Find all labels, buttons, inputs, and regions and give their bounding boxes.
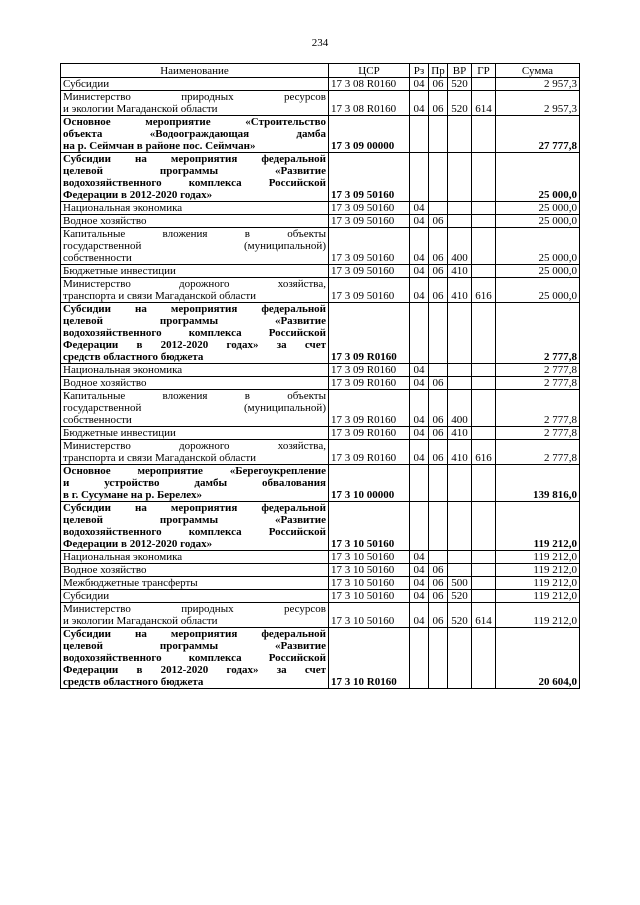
row-pr: 06	[429, 278, 448, 303]
row-vr: 520	[448, 91, 472, 116]
row-rz: 04	[410, 278, 429, 303]
row-name	[61, 603, 329, 628]
header-sum: Сумма	[496, 64, 580, 78]
row-gr	[472, 303, 496, 364]
row-gr	[472, 577, 496, 590]
row-sum: 119 212,0	[496, 551, 580, 564]
row-pr	[429, 628, 448, 689]
row-name-line: Субсидии	[63, 78, 110, 90]
row-sum: 25 000,0	[496, 278, 580, 303]
row-name-line: транспорта и связи Магаданской области	[63, 290, 257, 302]
row-gr: 614	[472, 91, 496, 116]
row-gr	[472, 465, 496, 502]
row-pr: 06	[429, 91, 448, 116]
row-name	[61, 265, 329, 278]
row-rz: 04	[410, 265, 429, 278]
row-csr: 17 3 10 50160	[329, 564, 410, 577]
row-gr	[472, 78, 496, 91]
row-name	[61, 628, 329, 689]
row-gr	[472, 427, 496, 440]
row-name-line: на р. Сеймчан в районе пос. Сеймчан»	[63, 140, 256, 152]
row-name-line: Субсидии на мероприятия федеральной	[63, 303, 326, 315]
row-rz: 04	[410, 590, 429, 603]
row-csr: 17 3 10 50160	[329, 590, 410, 603]
row-vr: 410	[448, 278, 472, 303]
row-csr: 17 3 09 50160	[329, 228, 410, 265]
row-csr: 17 3 09 50160	[329, 265, 410, 278]
row-rz	[410, 303, 429, 364]
row-sum: 2 957,3	[496, 78, 580, 91]
row-name-line: и экологии Магаданской области	[63, 103, 218, 115]
table-row	[61, 116, 580, 153]
row-vr	[448, 502, 472, 551]
row-vr	[448, 465, 472, 502]
row-gr	[472, 377, 496, 390]
row-name-line: целевой программы «Развитие	[63, 514, 326, 526]
row-rz: 04	[410, 577, 429, 590]
row-vr	[448, 153, 472, 202]
row-name	[61, 116, 329, 153]
header-rz: Рз	[410, 64, 429, 78]
row-sum: 2 957,3	[496, 91, 580, 116]
row-rz: 04	[410, 603, 429, 628]
header-gr: ГР	[472, 64, 496, 78]
row-gr: 616	[472, 440, 496, 465]
row-pr: 06	[429, 78, 448, 91]
row-gr	[472, 551, 496, 564]
row-rz: 04	[410, 202, 429, 215]
table-row	[61, 215, 580, 228]
row-gr: 614	[472, 603, 496, 628]
row-csr: 17 3 10 00000	[329, 465, 410, 502]
row-vr: 520	[448, 590, 472, 603]
header-vr: ВР	[448, 64, 472, 78]
row-name-line: Министерство природных ресурсов	[63, 603, 326, 615]
row-name	[61, 390, 329, 427]
row-pr	[429, 116, 448, 153]
row-gr	[472, 502, 496, 551]
row-vr: 410	[448, 440, 472, 465]
row-vr	[448, 215, 472, 228]
row-vr: 520	[448, 603, 472, 628]
row-name	[61, 78, 329, 91]
row-pr	[429, 465, 448, 502]
row-name-line: водохозяйственного комплекса Российской	[63, 526, 326, 538]
row-vr	[448, 564, 472, 577]
row-gr: 616	[472, 278, 496, 303]
row-gr	[472, 390, 496, 427]
row-name-line: Федерации в 2012-2020 годах»	[63, 538, 213, 550]
row-name	[61, 590, 329, 603]
row-name-line: собственности	[63, 414, 132, 426]
row-sum: 25 000,0	[496, 228, 580, 265]
row-vr	[448, 377, 472, 390]
row-rz	[410, 465, 429, 502]
row-rz: 04	[410, 228, 429, 265]
table-row	[61, 228, 580, 265]
row-sum: 2 777,8	[496, 377, 580, 390]
table-row	[61, 427, 580, 440]
row-name-line: и экологии Магаданской области	[63, 615, 218, 627]
header-name: Наименование	[61, 64, 329, 78]
row-csr: 17 3 10 50160	[329, 551, 410, 564]
table-row	[61, 390, 580, 427]
row-pr: 06	[429, 390, 448, 427]
row-sum: 25 000,0	[496, 153, 580, 202]
row-pr: 06	[429, 590, 448, 603]
header-pr: Пр	[429, 64, 448, 78]
row-rz: 04	[410, 440, 429, 465]
row-rz	[410, 116, 429, 153]
row-pr	[429, 551, 448, 564]
row-csr: 17 3 09 00000	[329, 116, 410, 153]
row-sum: 2 777,8	[496, 440, 580, 465]
table-row	[61, 265, 580, 278]
row-pr: 06	[429, 427, 448, 440]
row-name-line: транспорта и связи Магаданской области	[63, 452, 257, 464]
row-pr: 06	[429, 440, 448, 465]
row-sum: 119 212,0	[496, 564, 580, 577]
table-row	[61, 465, 580, 502]
row-sum: 119 212,0	[496, 577, 580, 590]
row-name	[61, 377, 329, 390]
table-row	[61, 364, 580, 377]
row-name-line: Основное мероприятие «Строительство	[63, 116, 326, 128]
row-name	[61, 202, 329, 215]
row-name-line: объекта «Водоограждающая дамба	[63, 128, 326, 140]
row-name-line: водохозяйственного комплекса Российской	[63, 177, 326, 189]
row-name-line: Водное хозяйство	[63, 215, 147, 227]
row-gr	[472, 153, 496, 202]
row-sum: 25 000,0	[496, 215, 580, 228]
row-gr	[472, 590, 496, 603]
row-name-line: Субсидии на мероприятия федеральной	[63, 502, 326, 514]
row-gr	[472, 265, 496, 278]
row-name-line: целевой программы «Развитие	[63, 640, 326, 652]
row-name	[61, 91, 329, 116]
row-sum: 2 777,8	[496, 390, 580, 427]
table-row	[61, 551, 580, 564]
row-rz: 04	[410, 551, 429, 564]
row-gr	[472, 215, 496, 228]
row-name-line: средств областного бюджета	[63, 351, 204, 363]
row-name-line: Капитальные вложения в объекты	[63, 228, 326, 240]
row-name	[61, 440, 329, 465]
row-vr: 410	[448, 265, 472, 278]
table-row	[61, 440, 580, 465]
table-row	[61, 590, 580, 603]
table-row	[61, 153, 580, 202]
table-row	[61, 603, 580, 628]
row-csr: 17 3 10 50160	[329, 603, 410, 628]
row-pr	[429, 502, 448, 551]
row-name	[61, 577, 329, 590]
row-csr: 17 3 10 R0160	[329, 628, 410, 689]
row-csr: 17 3 09 50160	[329, 215, 410, 228]
row-name-line: и устройство дамбы обвалования	[63, 477, 326, 489]
row-name	[61, 303, 329, 364]
row-name-line: Национальная экономика	[63, 202, 183, 214]
row-name	[61, 364, 329, 377]
table-row	[61, 278, 580, 303]
row-rz: 04	[410, 78, 429, 91]
row-pr: 06	[429, 228, 448, 265]
row-sum: 119 212,0	[496, 603, 580, 628]
row-name	[61, 153, 329, 202]
row-vr: 500	[448, 577, 472, 590]
row-rz: 04	[410, 364, 429, 377]
row-rz	[410, 502, 429, 551]
row-pr	[429, 303, 448, 364]
row-name-line: государственной (муниципальной)	[63, 240, 326, 252]
row-csr: 17 3 08 R0160	[329, 91, 410, 116]
table-row	[61, 91, 580, 116]
row-sum: 2 777,8	[496, 303, 580, 364]
row-name-line: Национальная экономика	[63, 364, 183, 376]
row-rz: 04	[410, 390, 429, 427]
row-rz: 04	[410, 91, 429, 116]
row-name	[61, 564, 329, 577]
table-row	[61, 628, 580, 689]
row-vr	[448, 303, 472, 364]
row-csr: 17 3 09 R0160	[329, 377, 410, 390]
row-name-line: водохозяйственного комплекса Российской	[63, 327, 326, 339]
row-name-line: Федерации в 2012-2020 годах»	[63, 189, 213, 201]
row-name-line: в г. Сусумане на р. Берелех»	[63, 489, 202, 501]
row-csr: 17 3 09 50160	[329, 278, 410, 303]
row-csr: 17 3 09 R0160	[329, 390, 410, 427]
row-pr	[429, 364, 448, 377]
row-pr: 06	[429, 577, 448, 590]
row-name-line: Федерации в 2012-2020 годах» за счет	[63, 664, 326, 676]
row-csr: 17 3 09 50160	[329, 153, 410, 202]
row-name	[61, 228, 329, 265]
row-pr: 06	[429, 377, 448, 390]
row-vr	[448, 551, 472, 564]
header-csr: ЦСР	[329, 64, 410, 78]
row-rz: 04	[410, 215, 429, 228]
row-vr	[448, 364, 472, 377]
row-name-line: Министерство дорожного хозяйства,	[63, 440, 326, 452]
row-name	[61, 427, 329, 440]
row-name-line: Бюджетные инвестиции	[63, 427, 176, 439]
row-name	[61, 215, 329, 228]
row-name-line: Национальная экономика	[63, 551, 183, 563]
row-name	[61, 551, 329, 564]
row-csr: 17 3 08 R0160	[329, 78, 410, 91]
table-row	[61, 502, 580, 551]
row-sum: 25 000,0	[496, 202, 580, 215]
table-row	[61, 577, 580, 590]
row-pr: 06	[429, 564, 448, 577]
row-vr	[448, 628, 472, 689]
row-pr	[429, 153, 448, 202]
row-name-line: Бюджетные инвестиции	[63, 265, 176, 277]
row-name-line: Водное хозяйство	[63, 377, 147, 389]
row-vr: 400	[448, 390, 472, 427]
row-name-line: Министерство природных ресурсов	[63, 91, 326, 103]
row-name	[61, 465, 329, 502]
row-vr: 520	[448, 78, 472, 91]
row-sum: 25 000,0	[496, 265, 580, 278]
row-name-line: Субсидии на мероприятия федеральной	[63, 628, 326, 640]
row-vr	[448, 202, 472, 215]
row-gr	[472, 564, 496, 577]
row-sum: 139 816,0	[496, 465, 580, 502]
row-sum: 119 212,0	[496, 502, 580, 551]
row-name-line: Субсидии	[63, 590, 110, 602]
row-name	[61, 278, 329, 303]
row-name-line: собственности	[63, 252, 132, 264]
row-pr: 06	[429, 603, 448, 628]
row-sum: 119 212,0	[496, 590, 580, 603]
row-pr: 06	[429, 215, 448, 228]
row-name-line: Водное хозяйство	[63, 564, 147, 576]
row-name-line: целевой программы «Развитие	[63, 315, 326, 327]
row-name-line: Капитальные вложения в объекты	[63, 390, 326, 402]
row-rz: 04	[410, 377, 429, 390]
table-row	[61, 303, 580, 364]
row-name-line: водохозяйственного комплекса Российской	[63, 652, 326, 664]
row-csr: 17 3 09 50160	[329, 202, 410, 215]
table-header-row	[61, 64, 580, 78]
row-csr: 17 3 10 50160	[329, 502, 410, 551]
row-vr: 400	[448, 228, 472, 265]
row-rz	[410, 628, 429, 689]
row-vr: 410	[448, 427, 472, 440]
row-name	[61, 502, 329, 551]
row-sum: 27 777,8	[496, 116, 580, 153]
row-sum: 20 604,0	[496, 628, 580, 689]
table-row	[61, 202, 580, 215]
row-csr: 17 3 10 50160	[329, 577, 410, 590]
row-pr: 06	[429, 265, 448, 278]
row-rz	[410, 153, 429, 202]
row-sum: 2 777,8	[496, 427, 580, 440]
row-gr	[472, 364, 496, 377]
row-gr	[472, 228, 496, 265]
table-row	[61, 377, 580, 390]
row-pr	[429, 202, 448, 215]
row-name-line: Основное мероприятие «Берегоукрепление	[63, 465, 326, 477]
row-csr: 17 3 09 R0160	[329, 427, 410, 440]
row-name-line: целевой программы «Развитие	[63, 165, 326, 177]
page-number: 234	[311, 37, 329, 49]
table-row	[61, 78, 580, 91]
row-rz: 04	[410, 427, 429, 440]
row-gr	[472, 116, 496, 153]
row-csr: 17 3 09 R0160	[329, 303, 410, 364]
row-sum: 2 777,8	[496, 364, 580, 377]
budget-table	[60, 63, 580, 689]
row-name-line: государственной (муниципальной)	[63, 402, 326, 414]
row-name-line: Федерации в 2012-2020 годах» за счет	[63, 339, 326, 351]
row-rz: 04	[410, 564, 429, 577]
row-name-line: Субсидии на мероприятия федеральной	[63, 153, 326, 165]
row-csr: 17 3 09 R0160	[329, 364, 410, 377]
table-row	[61, 564, 580, 577]
row-gr	[472, 202, 496, 215]
row-name-line: Межбюджетные трансферты	[63, 577, 198, 589]
row-name-line: Министерство дорожного хозяйства,	[63, 278, 326, 290]
row-csr: 17 3 09 R0160	[329, 440, 410, 465]
table-body	[61, 78, 580, 689]
row-vr	[448, 116, 472, 153]
row-name-line: средств областного бюджета	[63, 676, 204, 688]
row-gr	[472, 628, 496, 689]
